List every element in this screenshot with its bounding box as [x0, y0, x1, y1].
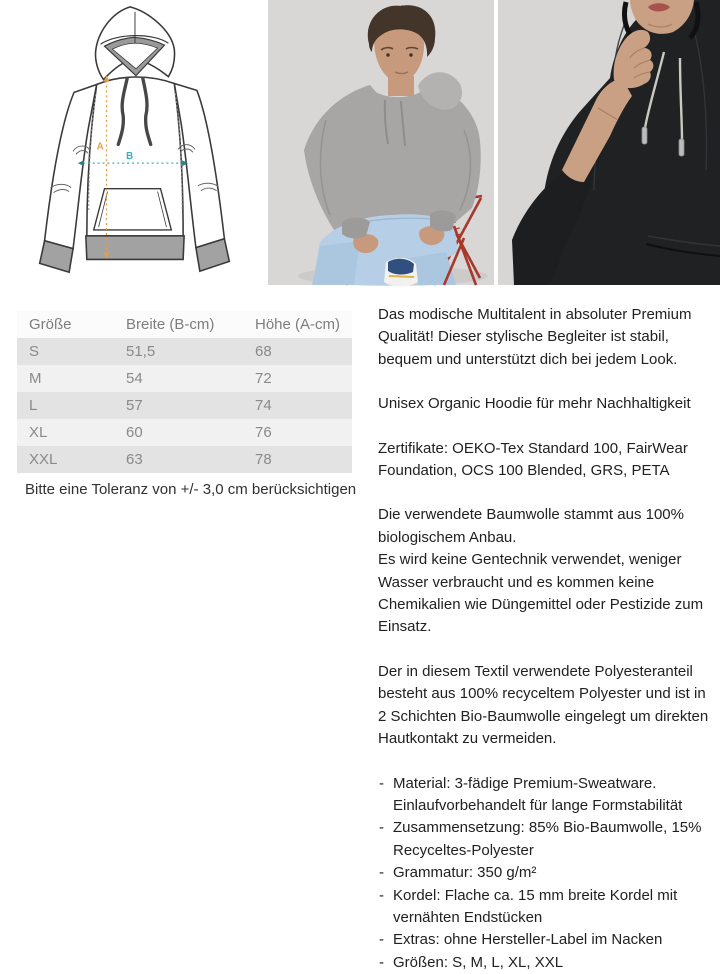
description-paragraph: Das modische Multitalent in absoluter Premium Qualität! Dieser stylische Begleiter ist stabil, bequem und unterstützt dich bei jedem Look.	[378, 304, 716, 371]
sketch-hem-band	[86, 236, 184, 260]
product-description	[378, 304, 716, 974]
product-photo-female-model[interactable]	[498, 0, 720, 285]
table-row-l: L 57 74	[17, 392, 352, 419]
list-item: - Zusammensetzung: 85% Bio-Baumwolle, 15% Recyceltes-Polyester	[378, 817, 716, 862]
measurement-label-b: B	[126, 151, 133, 162]
tolerance-note: Bitte eine Toleranz von +/- 3,0 cm berücksichtigen	[25, 481, 356, 498]
product-image-gallery	[0, 0, 720, 285]
col-size: Größe	[17, 311, 114, 338]
size-table-header	[17, 311, 352, 338]
description-paragraph: Es wird keine Gentechnik verwendet, weniger Wasser verbraucht und es kommen keine Chemikalien wie Düngemittel oder Pestizide zum Einsatz.	[378, 549, 716, 639]
aglet	[679, 139, 684, 156]
list-item: - Material: 3-fädige Premium-Sweatware. Einlaufvorbehandelt für lange Formstabilität	[378, 773, 716, 818]
list-item: - Extras: ohne Hersteller-Label im Nacken	[378, 929, 716, 951]
table-row-xl: XL 60 76	[17, 419, 352, 446]
product-feature-list	[378, 773, 716, 974]
aglet	[642, 127, 647, 144]
female-model-photo	[498, 0, 720, 285]
list-item: - Grammatur: 350 g/m²	[378, 862, 716, 884]
list-item: - Größen: S, M, L, XL, XXL	[378, 952, 716, 974]
description-paragraph: Zertifikate: OEKO-Tex Standard 100, FairWear Foundation, OCS 100 Blended, GRS, PETA	[378, 438, 716, 483]
hoodie-sketch-icon	[0, 0, 268, 285]
col-width: Breite (B-cm)	[114, 311, 243, 338]
sketch-pocket	[94, 189, 172, 230]
list-item: - Kordel: Flache ca. 15 mm breite Kordel mit vernähten Endstücken	[378, 885, 716, 930]
male-model-photo	[268, 0, 494, 285]
description-paragraph: Die verwendete Baumwolle stammt aus 100% biologischem Anbau.	[378, 504, 716, 549]
col-height: Höhe (A-cm)	[243, 311, 352, 338]
size-diagram-image[interactable]	[0, 0, 268, 285]
measurement-label-a: A	[97, 141, 104, 152]
table-row-s: S 51,5 68	[17, 338, 352, 365]
table-row-xxl: XXL 63 78	[17, 446, 352, 473]
description-paragraph: Der in diesem Textil verwendete Polyesteranteil besteht aus 100% recyceltem Polyester und ist in 2 Schichten Bio-Baumwolle eingelegt um direkten Hautkontakt zu vermeiden.	[378, 661, 716, 751]
size-table	[17, 311, 352, 473]
table-row-m: M 54 72	[17, 365, 352, 392]
description-paragraph: Unisex Organic Hoodie für mehr Nachhaltigkeit	[378, 393, 716, 415]
product-photo-male-model[interactable]	[268, 0, 494, 285]
